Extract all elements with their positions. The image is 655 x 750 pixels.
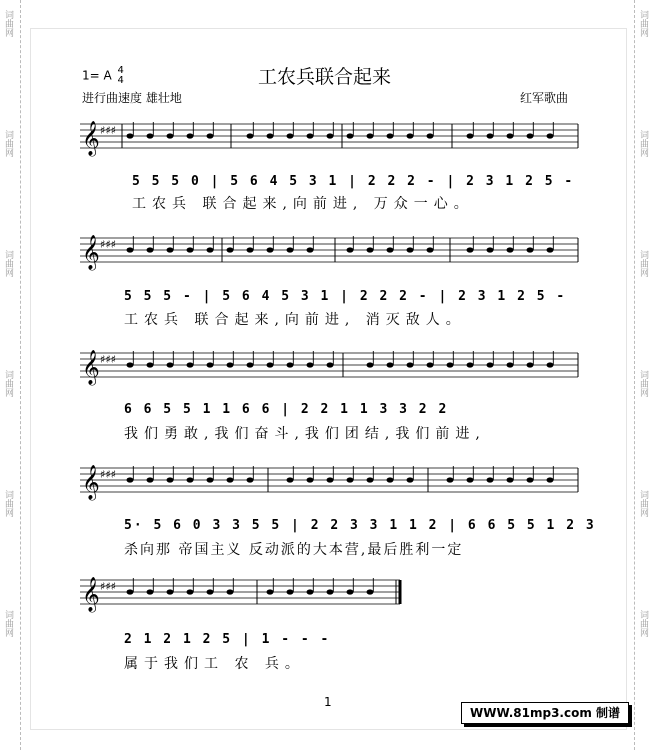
note-head [547, 247, 554, 252]
watermark-text: 词曲网 [638, 490, 648, 517]
note-head [327, 589, 334, 594]
note-head [367, 133, 374, 138]
note-head [167, 589, 174, 594]
note-head [247, 133, 254, 138]
jianpu-line-4: 5· 5 6 0 3 3 5 5 | 2 2 3 3 1 1 2 | 6 6 5 5 1 2 3 [124, 518, 596, 533]
note-head [467, 362, 474, 367]
note-head [147, 362, 154, 367]
lyrics-line-2: 工农兵 联合起来,向前进, 消灭敌人。 [124, 312, 466, 328]
lyrics-line-1: 工农兵 联合起来,向前进, 万众一心。 [132, 196, 474, 212]
note-head [467, 247, 474, 252]
note-head [347, 133, 354, 138]
treble-clef-icon: 𝄞 [82, 350, 100, 385]
staff-2 [80, 235, 578, 271]
lyrics-line-4: 杀向那 帝国主义 反动派的大本营,最后胜利一定 [124, 542, 464, 558]
note-head [307, 362, 314, 367]
note-head [307, 247, 314, 252]
note-head [167, 477, 174, 482]
note-head [187, 133, 194, 138]
note-head [527, 133, 534, 138]
lyrics-line-5: 属于我们工 农 兵。 [124, 656, 305, 672]
treble-clef-icon: 𝄞 [82, 577, 100, 612]
key-sharps-icon: ♯♯♯ [100, 580, 116, 593]
note-head [187, 362, 194, 367]
note-head [327, 362, 334, 367]
note-head [267, 133, 274, 138]
note-head [447, 362, 454, 367]
note-head [427, 247, 434, 252]
watermark-text: 词曲网 [3, 370, 13, 397]
note-head [527, 247, 534, 252]
note-head [287, 362, 294, 367]
lyrics-line-3: 我们勇敢,我们奋斗,我们团结,我们前进, [124, 426, 486, 442]
note-head [167, 133, 174, 138]
watermark-text: 词曲网 [3, 610, 13, 637]
note-head [527, 362, 534, 367]
note-head [127, 133, 134, 138]
watermark-text: 词曲网 [638, 130, 648, 157]
staff-4 [80, 465, 578, 501]
note-head [267, 247, 274, 252]
note-head [347, 477, 354, 482]
note-head [327, 133, 334, 138]
note-head [407, 133, 414, 138]
note-head [307, 477, 314, 482]
treble-clef-icon: 𝄞 [82, 235, 100, 270]
note-head [347, 247, 354, 252]
site-credit: WWW.81mp3.com 制谱 [461, 702, 629, 724]
note-head [227, 589, 234, 594]
note-head [527, 477, 534, 482]
note-head [467, 477, 474, 482]
note-head [227, 247, 234, 252]
time-top: 4 [117, 65, 124, 76]
note-head [407, 247, 414, 252]
note-head [127, 589, 134, 594]
note-head [187, 247, 194, 252]
note-head [267, 362, 274, 367]
note-head [507, 133, 514, 138]
note-head [487, 133, 494, 138]
jianpu-line-2: 5 5 5 - | 5 6 4 5 3 1 | 2 2 2 - | 2 3 1 2 5 - [124, 289, 567, 304]
note-head [287, 247, 294, 252]
note-head [207, 247, 214, 252]
note-head [227, 477, 234, 482]
note-head [127, 247, 134, 252]
watermark-text: 词曲网 [638, 250, 648, 277]
note-head [507, 247, 514, 252]
song-title: 工农兵联合起来 [258, 66, 392, 88]
staff-5 [80, 577, 400, 613]
note-head [367, 247, 374, 252]
time-bottom: 4 [117, 75, 124, 86]
note-head [427, 133, 434, 138]
note-head [267, 589, 274, 594]
note-head [287, 133, 294, 138]
note-head [127, 362, 134, 367]
note-head [187, 477, 194, 482]
jianpu-line-5: 2 1 2 1 2 5 | 1 - - - [124, 632, 331, 647]
note-head [547, 362, 554, 367]
note-head [247, 477, 254, 482]
song-source: 红军歌曲 [520, 91, 569, 105]
note-head [387, 133, 394, 138]
watermark-text: 词曲网 [638, 10, 648, 37]
watermark-text: 词曲网 [3, 130, 13, 157]
note-head [187, 589, 194, 594]
key-text: 1= A [82, 68, 112, 83]
note-head [507, 477, 514, 482]
note-head [207, 133, 214, 138]
tempo-marking: 进行曲速度 雄壮地 [82, 91, 182, 105]
note-head [167, 247, 174, 252]
note-head [207, 477, 214, 482]
note-head [487, 247, 494, 252]
note-head [307, 133, 314, 138]
watermark-text: 词曲网 [638, 610, 648, 637]
note-head [467, 133, 474, 138]
jianpu-line-1: 5 5 5 0 | 5 6 4 5 3 1 | 2 2 2 - | 2 3 1 2 5 - [132, 174, 575, 189]
page-number: 1 [324, 695, 332, 709]
note-head [247, 247, 254, 252]
key-sharps-icon: ♯♯♯ [100, 353, 116, 366]
note-head [147, 133, 154, 138]
note-head [387, 477, 394, 482]
watermark-text: 词曲网 [3, 10, 13, 37]
note-head [307, 589, 314, 594]
note-head [367, 589, 374, 594]
note-head [407, 477, 414, 482]
note-head [287, 477, 294, 482]
note-head [487, 362, 494, 367]
staff-3 [80, 350, 578, 386]
note-head [227, 362, 234, 367]
key-sharps-icon: ♯♯♯ [100, 238, 116, 251]
note-head [407, 362, 414, 367]
note-head [367, 362, 374, 367]
note-head [127, 477, 134, 482]
note-head [147, 247, 154, 252]
note-head [347, 589, 354, 594]
note-head [247, 362, 254, 367]
key-sharps-icon: ♯♯♯ [100, 124, 116, 137]
note-head [147, 477, 154, 482]
staff-1 [80, 121, 578, 157]
note-head [167, 362, 174, 367]
note-head [287, 589, 294, 594]
note-head [327, 477, 334, 482]
note-head [507, 362, 514, 367]
watermark-text: 词曲网 [3, 250, 13, 277]
note-head [147, 589, 154, 594]
key-sharps-icon: ♯♯♯ [100, 468, 116, 481]
treble-clef-icon: 𝄞 [82, 465, 100, 500]
note-head [387, 247, 394, 252]
note-head [387, 362, 394, 367]
note-head [547, 133, 554, 138]
note-head [207, 589, 214, 594]
note-head [427, 362, 434, 367]
note-head [367, 477, 374, 482]
treble-clef-icon: 𝄞 [82, 121, 100, 156]
note-head [447, 477, 454, 482]
watermark-text: 词曲网 [638, 370, 648, 397]
jianpu-line-3: 6 6 5 5 1 1 6 6 | 2 2 1 1 3 3 2 2 [124, 402, 449, 417]
note-head [487, 477, 494, 482]
note-head [547, 477, 554, 482]
note-head [207, 362, 214, 367]
watermark-text: 词曲网 [3, 490, 13, 517]
